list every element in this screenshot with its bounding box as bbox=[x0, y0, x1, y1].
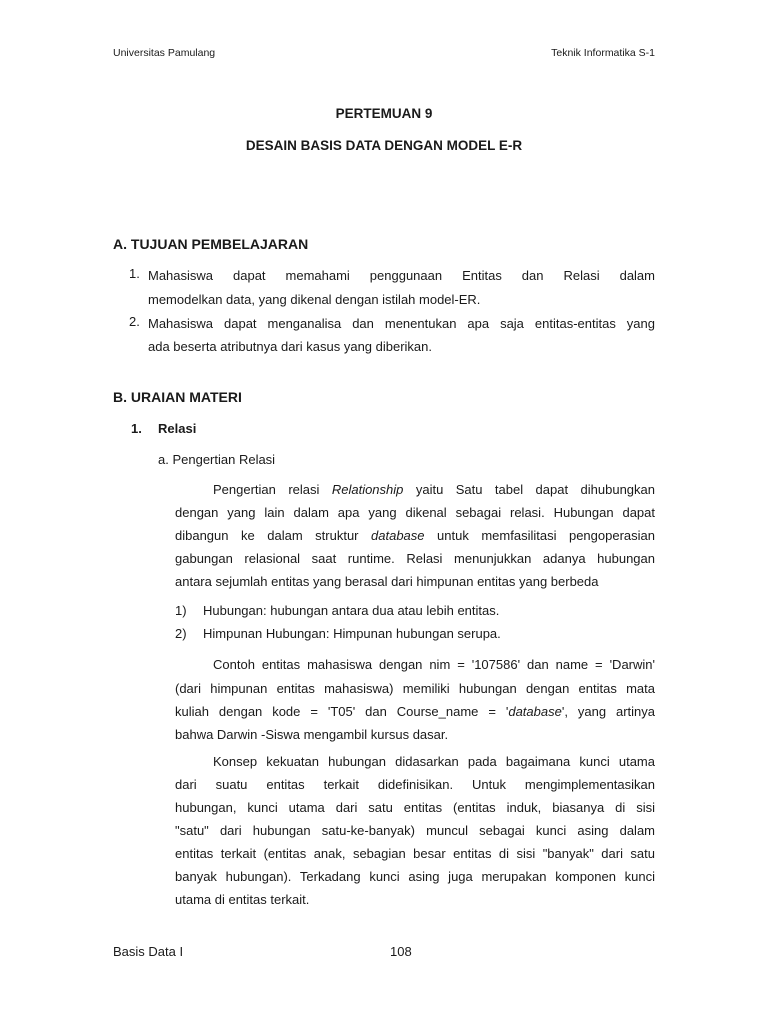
section-b-heading: B. URAIAN MATERI bbox=[113, 389, 242, 405]
meeting-title: PERTEMUAN 9 bbox=[335, 106, 433, 121]
section-a-heading: A. TUJUAN PEMBELAJARAN bbox=[113, 236, 309, 252]
paragraph-line: bahwa Darwin -Siswa mengambil kursus dasar. bbox=[175, 727, 449, 742]
paragraph-line: entitas terkait (entitas anak, sebagian besar entitas di sisi "banyak" dari satu bbox=[175, 846, 655, 861]
header-university: Universitas Pamulang bbox=[113, 47, 216, 59]
paragraph-line: hubungan, kunci utama dari satu entitas (entitas induk, biasanya di sisi bbox=[175, 800, 655, 815]
objective-1-line1: Mahasiswa dapat memahami penggunaan Entitas dan Relasi dalam bbox=[148, 268, 655, 283]
objective-2-line1: Mahasiswa dapat menganalisa dan menentukan apa saja entitas-entitas yang bbox=[148, 316, 655, 331]
footer-course: Basis Data I bbox=[113, 944, 184, 959]
sub-a-title: a. Pengertian Relasi bbox=[158, 452, 276, 467]
list-number: 1) bbox=[175, 603, 187, 618]
page-number: 108 bbox=[390, 944, 412, 959]
objective-1-line2: memodelkan data, yang dikenal dengan istilah model-ER. bbox=[148, 292, 481, 307]
subsection-title: Relasi bbox=[158, 421, 197, 436]
list-number: 2. bbox=[129, 314, 140, 329]
paragraph-line: Contoh entitas mahasiswa dengan nim = '107586' dan name = 'Darwin' bbox=[213, 657, 655, 672]
topic-title: DESAIN BASIS DATA DENGAN MODEL E-R bbox=[245, 138, 523, 153]
list-number: 1. bbox=[129, 266, 140, 281]
paragraph-line: kuliah dengan kode = 'T05' dan Course_name = 'database', yang artinya bbox=[175, 704, 656, 719]
paragraph-line: dari suatu entitas terkait didefinisikan. Untuk mengimplementasikan bbox=[175, 777, 655, 792]
paragraph-line: dibangun ke dalam struktur database untuk memfasilitasi pengoperasian bbox=[175, 528, 655, 543]
paragraph-line: Konsep kekuatan hubungan didasarkan pada bagaimana kunci utama bbox=[213, 754, 655, 769]
paragraph-line: gabungan relasional saat runtime. Relasi menunjukkan adanya hubungan bbox=[175, 551, 655, 566]
header-program: Teknik Informatika S-1 bbox=[551, 47, 655, 59]
paragraph-line: antara sejumlah entitas yang berasal dari himpunan entitas yang berbeda bbox=[175, 574, 599, 589]
list-item: Himpunan Hubungan: Himpunan hubungan serupa. bbox=[203, 626, 501, 641]
paragraph-line: Pengertian relasi Relationship yaitu Satu tabel dapat dihubungkan bbox=[213, 482, 655, 497]
paragraph-line: "satu" dari hubungan satu-ke-banyak) muncul sebagai kunci asing dalam bbox=[175, 823, 655, 838]
subsection-number: 1. bbox=[131, 421, 142, 436]
paragraph-line: banyak hubungan). Terkadang kunci asing juga merupakan komponen kunci bbox=[175, 869, 655, 884]
paragraph-line: (dari himpunan entitas mahasiswa) memiliki hubungan dengan entitas mata bbox=[175, 681, 655, 696]
paragraph-line: utama di entitas terkait. bbox=[175, 892, 310, 907]
list-item: Hubungan: hubungan antara dua atau lebih entitas. bbox=[203, 603, 500, 618]
paragraph-line: dengan yang lain dalam apa yang dikenal sebagai relasi. Hubungan dapat bbox=[175, 505, 655, 520]
objective-2-line2: ada beserta atributnya dari kasus yang diberikan. bbox=[148, 339, 433, 354]
list-number: 2) bbox=[175, 626, 187, 641]
